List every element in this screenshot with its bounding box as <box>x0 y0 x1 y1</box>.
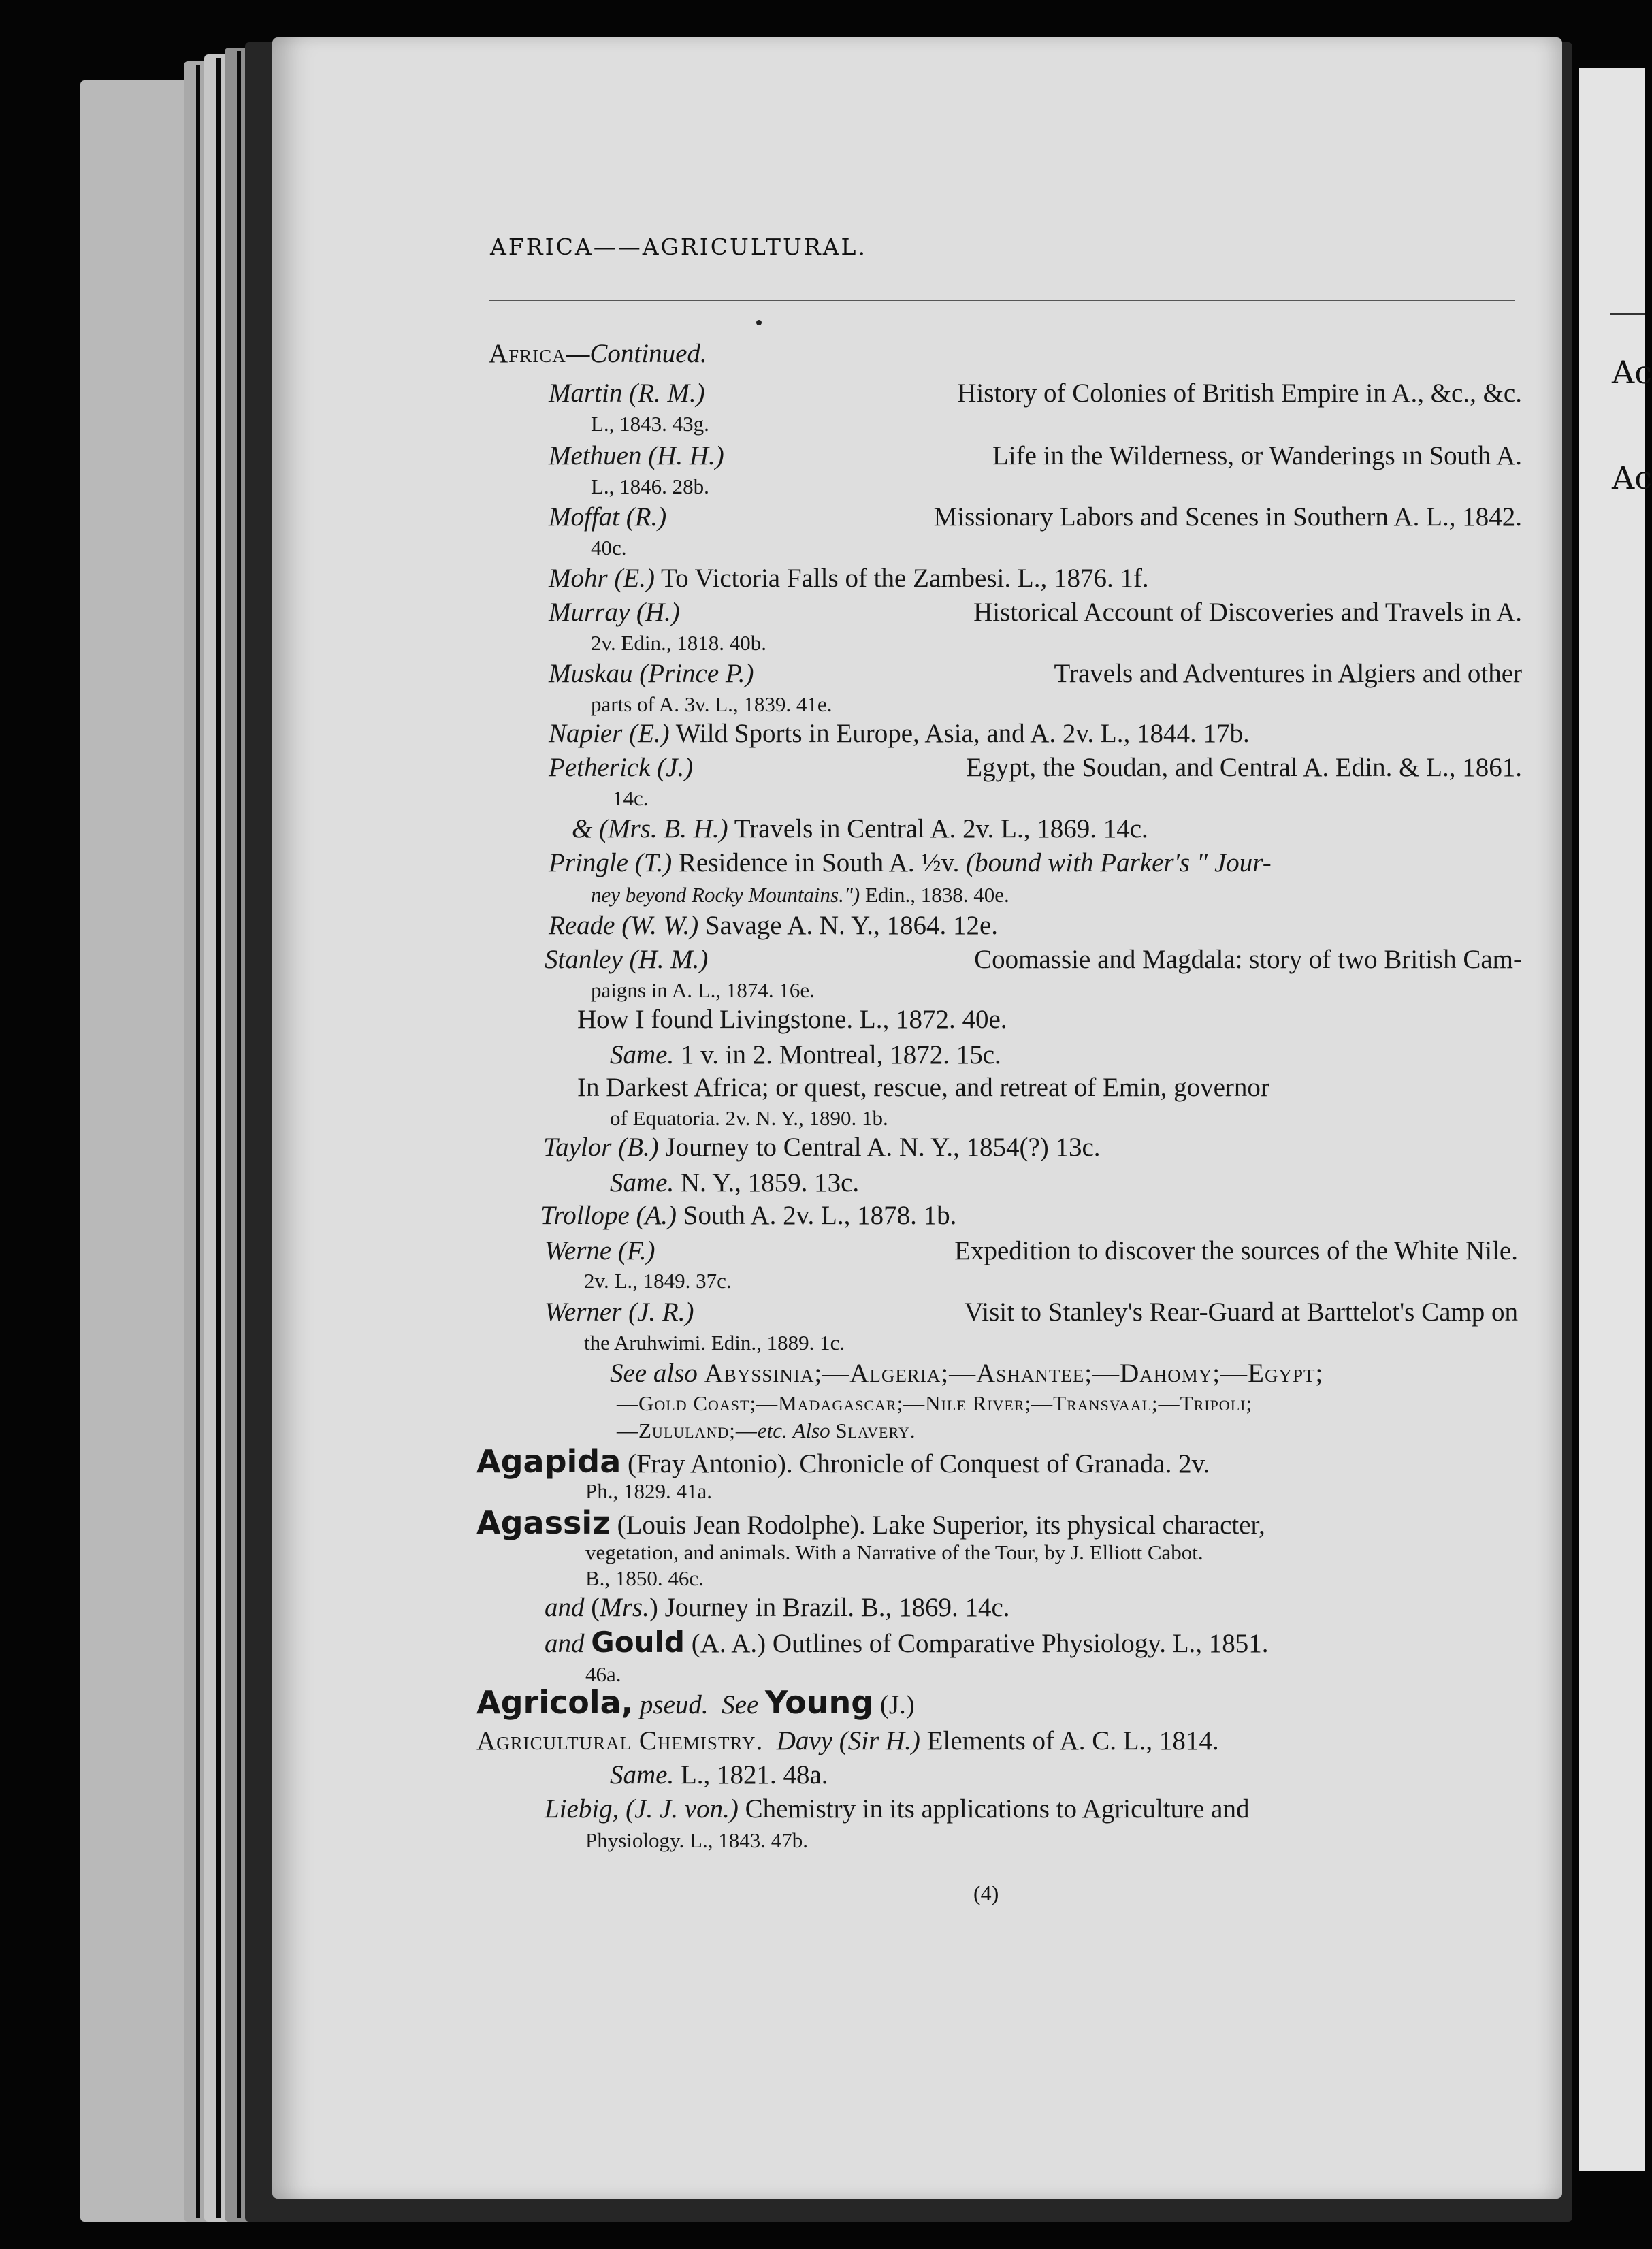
entry-line: Mohr (E.) To Victoria Falls of the Zambesi. L., 1876. 1f. <box>549 564 1149 593</box>
entry-line: Methuen (H. H.) Life in the Wilderness, or Wanderings ın South A. <box>549 441 1522 470</box>
see-also-line: See also Abyssinia;—Algeria;—Ashantee;—Dahomy;—Egypt; <box>610 1359 1324 1388</box>
entry-line: Stanley (H. M.) Coomassie and Magdala: story of two British Cam- <box>545 945 1522 974</box>
main-entry-line: Agricola, pseud. See Young (J.) <box>476 1684 915 1721</box>
entry-line: Reade (W. W.) Savage A. N. Y., 1864. 12e. <box>549 911 999 940</box>
entry-line: Trollope (A.) South A. 2v. L., 1878. 1b. <box>540 1201 957 1230</box>
page-edge <box>237 51 241 2218</box>
entry-line: How I found Livingstone. L., 1872. 40e. <box>577 1005 1007 1034</box>
entry-line: 14c. <box>613 786 649 810</box>
entry-line: L., 1843. 43g. <box>591 412 709 436</box>
entry-line: Ph., 1829. 41a. <box>585 1479 712 1503</box>
running-header: AFRICA——AGRICULTURAL. <box>490 233 867 260</box>
entry-line: 2v. Edin., 1818. 40b. <box>591 631 767 655</box>
entry-line: Moffat (R.) Missionary Labors and Scenes in Southern A. L., 1842. <box>549 502 1522 532</box>
see-also-line: —Gold Coast;—Madagascar;—Nile River;—Transvaal;—Tripoli; <box>617 1391 1253 1415</box>
ink-speck <box>756 320 762 325</box>
entry-line: 46a. <box>585 1662 621 1686</box>
entry-line: Liebig, (J. J. von.) Chemistry in its applications to Agriculture and <box>545 1794 1250 1824</box>
entry-line: vegetation, and animals. With a Narrative of the Tour, by J. Elliott Cabot. <box>585 1540 1203 1564</box>
entry-line: 40c. <box>591 536 627 560</box>
header-rule <box>489 300 1515 301</box>
see-also-line: —Zululand;—etc. Also Slavery. <box>617 1419 916 1442</box>
adjacent-page-rule <box>1610 313 1645 315</box>
entry-line: & (Mrs. B. H.) Travels in Central A. 2v. L., 1869. 14c. <box>572 814 1148 843</box>
entry-line: parts of A. 3v. L., 1839. 41e. <box>591 692 832 716</box>
entry-line: Physiology. L., 1843. 47b. <box>585 1828 808 1852</box>
entry-line: Same. N. Y., 1859. 13c. <box>610 1168 860 1197</box>
entry-line: Werne (F.) Expedition to discover the sources of the White Nile. <box>545 1236 1518 1265</box>
entry-line: Taylor (B.) Journey to Central A. N. Y., 1854(?) 13c. <box>543 1133 1101 1162</box>
entry-line: Murray (H.) Historical Account of Discoveries and Travels in A. <box>549 598 1522 627</box>
entry-line: paigns in A. L., 1874. 16e. <box>591 978 815 1002</box>
entry-line: ney beyond Rocky Mountains.") Edin., 1838. 40e. <box>591 883 1009 907</box>
entry-line: Muskau (Prince P.) Travels and Adventures in Algiers and other <box>549 659 1522 688</box>
entry-line: and (Mrs.) Journey in Brazil. B., 1869. 14c. <box>545 1593 1010 1622</box>
entry-line: B., 1850. 46c. <box>585 1566 704 1590</box>
adjacent-page-fragment: Ac <box>1612 459 1652 496</box>
entry-line: and Gould (A. A.) Outlines of Comparative Physiology. L., 1851. <box>545 1625 1269 1659</box>
main-entry-line: Agapida (Fray Antonio). Chronicle of Conquest of Granada. 2v. <box>476 1443 1210 1480</box>
entry-line: Same. 1 v. in 2. Montreal, 1872. 15c. <box>610 1040 1001 1069</box>
entry-line: Martin (R. M.) History of Colonies of British Empire in A., &c., &c. <box>549 378 1522 408</box>
entry-line: Napier (E.) Wild Sports in Europe, Asia, and A. 2v. L., 1844. 17b. <box>549 719 1250 748</box>
entry-line: the Aruhwimi. Edin., 1889. 1c. <box>584 1331 845 1355</box>
entry-line: In Darkest Africa; or quest, rescue, and retreat of Emin, governor <box>577 1073 1269 1102</box>
book-page <box>272 37 1562 2199</box>
main-entry-line: Agricultural Chemistry. Davy (Sir H.) Elements of A. C. L., 1814. <box>476 1726 1219 1755</box>
adjacent-page <box>1579 68 1652 2171</box>
page-number: (4) <box>973 1881 999 1905</box>
page-edge <box>216 58 221 2218</box>
section-heading: Africa—Continued. <box>489 339 707 368</box>
entry-line: Petherick (J.) Egypt, the Soudan, and Central A. Edin. & L., 1861. <box>549 753 1522 782</box>
entry-line: L., 1846. 28b. <box>591 474 709 498</box>
entry-line: Same. L., 1821. 48a. <box>610 1760 828 1790</box>
entry-line: Pringle (T.) Residence in South A. ½v. (bound with Parker's " Jour- <box>549 848 1272 877</box>
page-edge <box>196 65 200 2218</box>
adjacent-page-fragment: Ac <box>1612 354 1652 391</box>
entry-line: 2v. L., 1849. 37c. <box>584 1269 732 1293</box>
entry-line: of Equatoria. 2v. N. Y., 1890. 1b. <box>610 1106 888 1130</box>
entry-line: Werner (J. R.) Visit to Stanley's Rear-Guard at Barttelot's Camp on <box>545 1297 1518 1327</box>
main-entry-line: Agassiz (Louis Jean Rodolphe). Lake Superior, its physical character, <box>476 1504 1265 1541</box>
